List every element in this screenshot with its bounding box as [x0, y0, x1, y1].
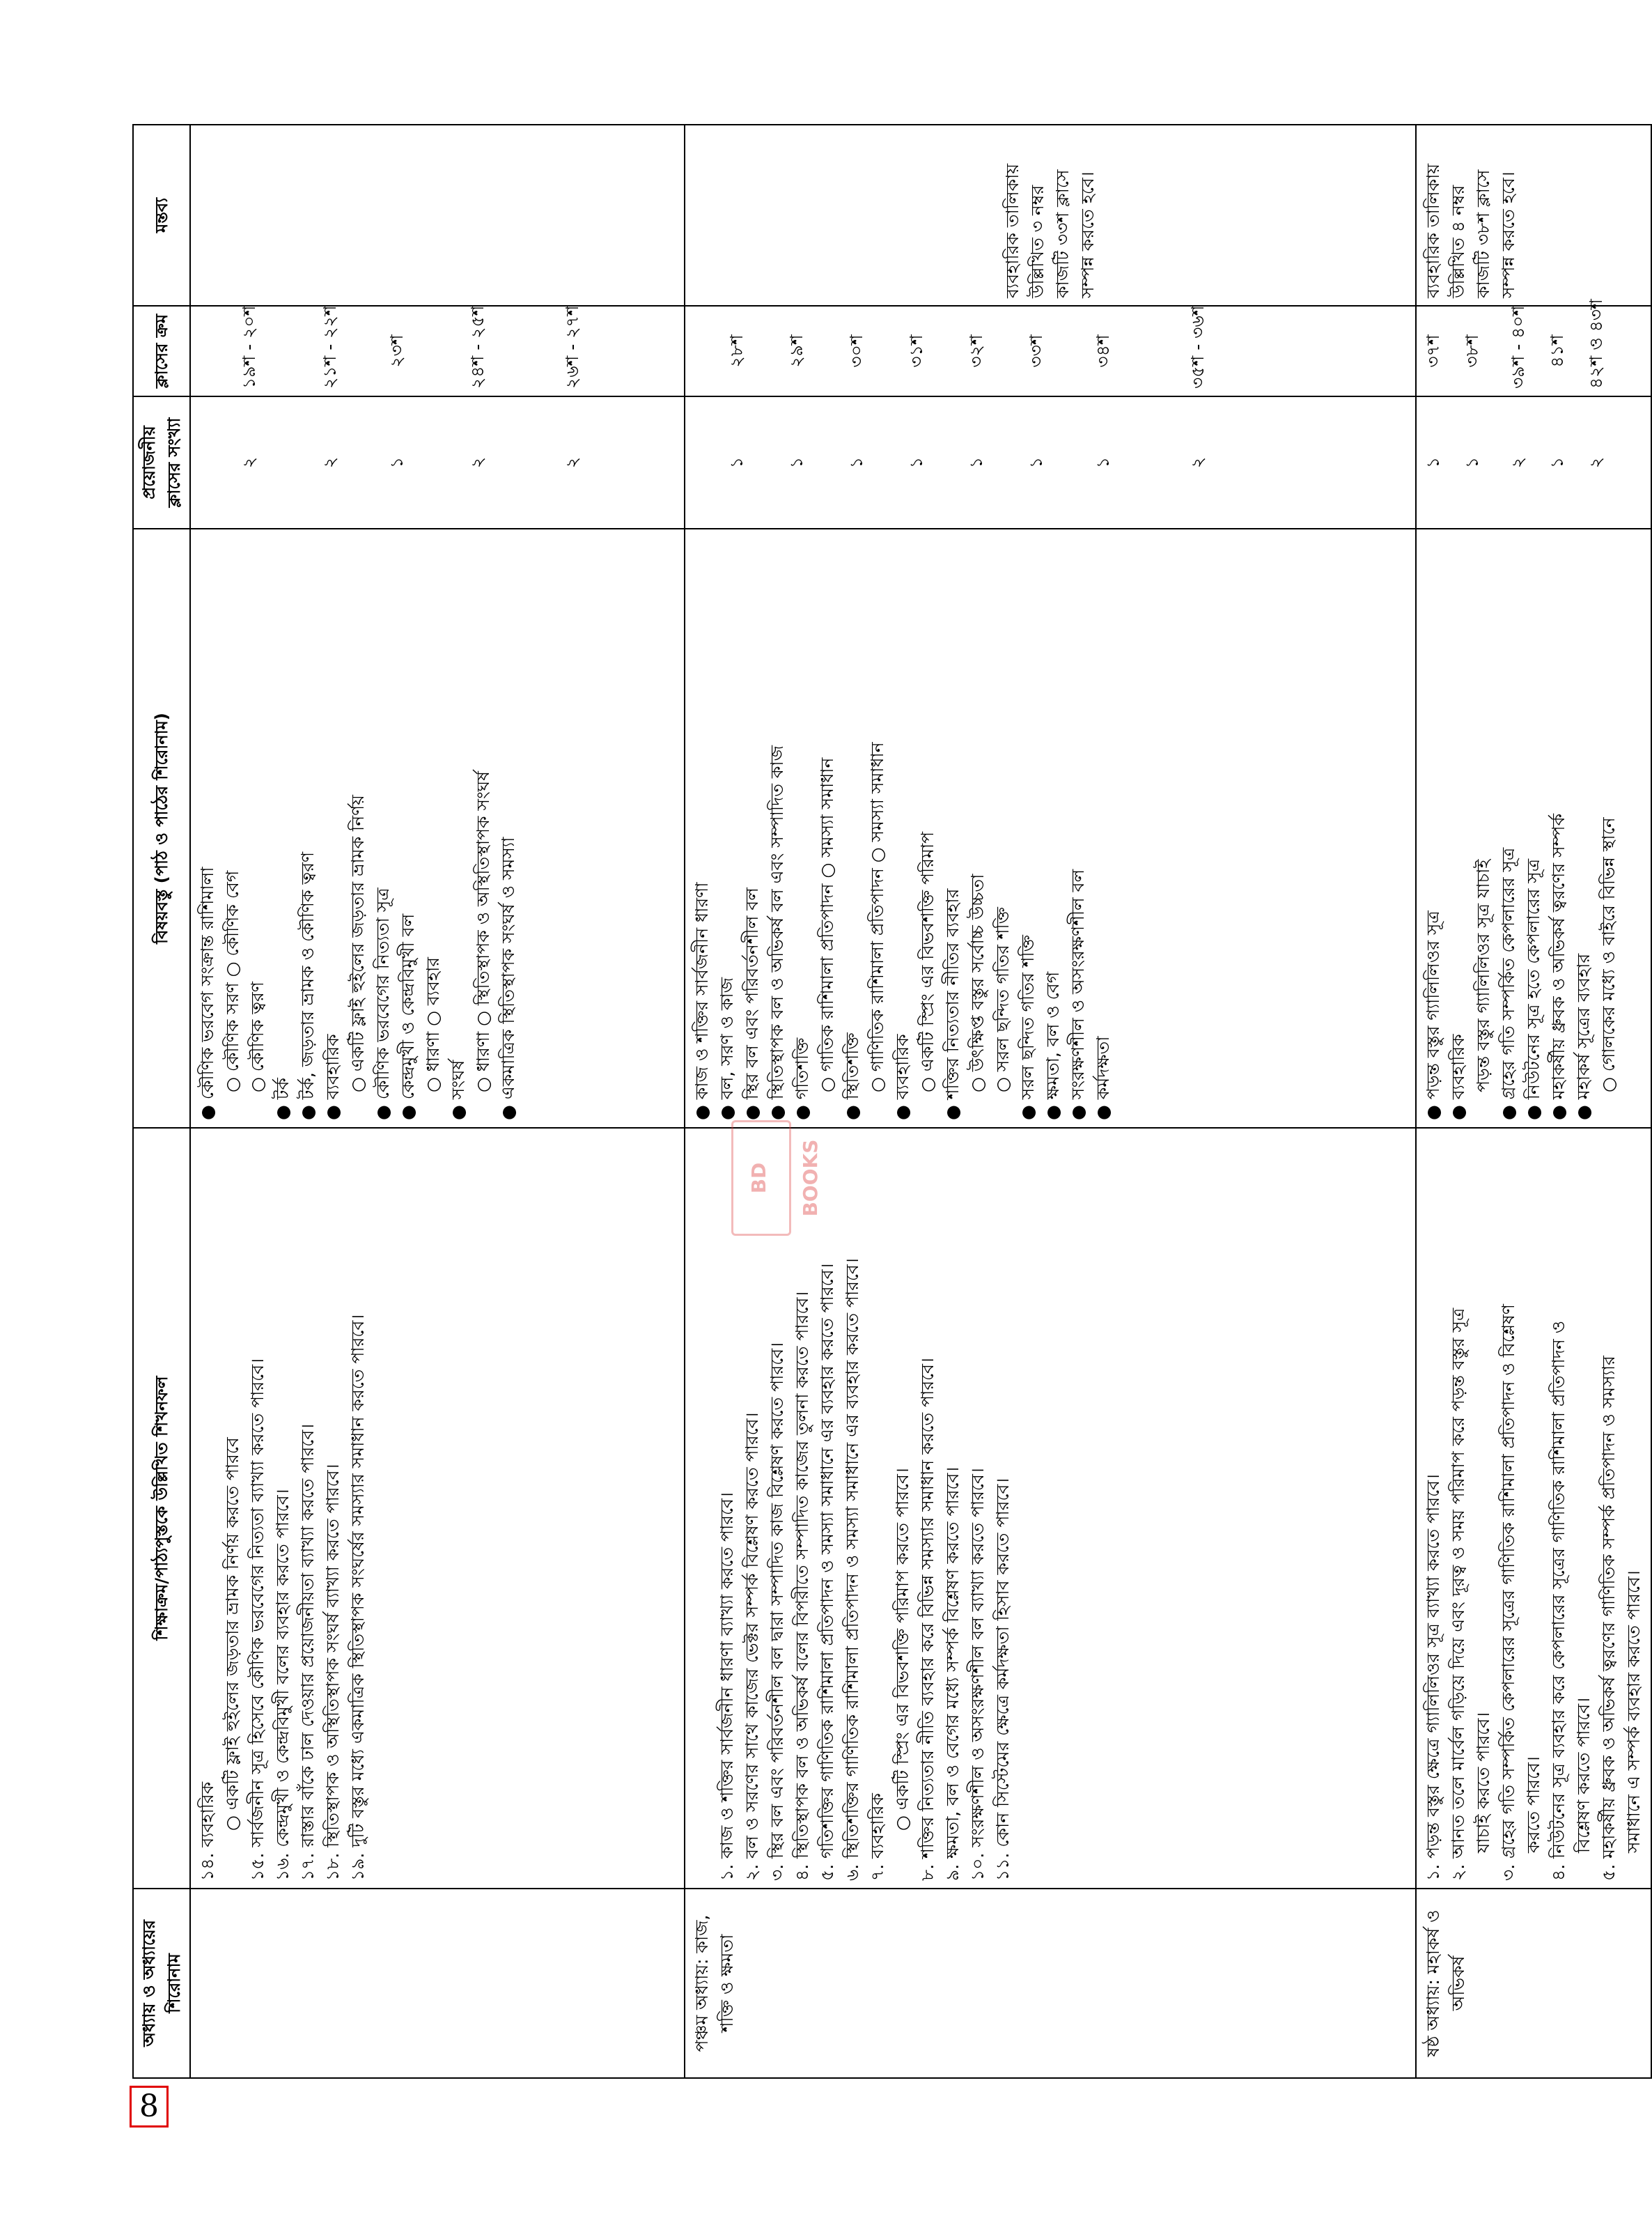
outcome-item: ২. বল ও সরণের সাথে কাজের ভেক্টর সম্পর্ক বিশ্লেষণ করতে পারবে।	[742, 1412, 762, 1881]
content-item: ● ব্যবহারিক	[892, 1034, 912, 1120]
rotated-table-frame	[132, 125, 1644, 2079]
outcome-item: ১. কাজ ও শক্তির সার্বজনীন ধারণা ব্যাখ্যা করতে পারবে।	[717, 1492, 737, 1881]
classes-needed-cell	[190, 396, 685, 529]
header-content: বিষয়বস্তু (পাঠ ও পাঠের শিরোনাম)	[133, 529, 190, 1128]
content-item: ● গতিশক্তি	[792, 1037, 812, 1120]
content-item: ○ ধারণা ○ ব্যবহার	[423, 956, 443, 1092]
table-row	[1416, 125, 1651, 2078]
content-item: ○ একটি স্প্রিং এর বিভবশক্তি পরিমাপ	[917, 831, 937, 1092]
content-item: ○ কৌণিক সরণ ○ কৌণিক বেগ	[222, 870, 242, 1092]
lesson-plan-table	[132, 124, 1652, 2079]
content-item: ● ব্যবহারিক	[1448, 1034, 1468, 1120]
outcomes-cell	[1416, 1128, 1651, 1889]
outcomes-cell	[190, 1128, 685, 1889]
outcome-item: ১৭. রাস্তার বাঁকে ঢাল দেওয়ার প্রয়োজনীয়তা ব্যাখ্যা করতে পারবে।	[297, 1423, 318, 1881]
class-order-value: ৪২শ ও ৪৩শ	[1586, 299, 1606, 389]
class-order-value: ৪১শ	[1547, 334, 1567, 368]
remarks-cell	[685, 125, 1416, 306]
table-header-row	[133, 125, 190, 2078]
content-item: ● বল, সরণ ও কাজ	[717, 977, 737, 1120]
class-order-value: ৩৮শ	[1462, 334, 1482, 368]
header-remarks: মন্তব্য	[133, 125, 190, 306]
classes-needed-value: ১	[786, 456, 806, 469]
remarks-cell	[1416, 125, 1651, 306]
content-item: ● সংঘর্ষ	[448, 1060, 468, 1120]
table-row	[685, 125, 1416, 2078]
outcome-item: ৮. শক্তির নিত্যতার নীতি ব্যবহার করে বিভিন্ন সমস্যার সমাধান করতে পারবে।	[917, 1358, 937, 1881]
outcome-item: বিশ্লেষণ করতে পারবে।	[1573, 1697, 1593, 1853]
page-number: 8	[130, 2086, 169, 2128]
content-item: ● স্থিতিস্থাপক বল ও অভিকর্ষ বল এবং সম্পাদিত কাজ	[767, 745, 787, 1120]
content-item: ○ কৌণিক ত্বরণ	[247, 982, 267, 1092]
content-item: ● শক্তির নিত্যতার নীতির ব্যবহার	[942, 888, 963, 1120]
class-order-value: ১৯শ - ২০শ	[239, 305, 259, 389]
content-item: ○ একটি ফ্লাই হুইলের জড়তার ভ্রামক নির্ণয়	[348, 795, 368, 1092]
remarks-text: ব্যবহারিক তালিকায় উল্লিখিত ৩ নম্বর কাজটি ৩৩শ ক্লাসে সম্পন্ন করতে হবে।	[1002, 163, 1098, 298]
classes-needed-value: ১	[846, 456, 866, 469]
content-item: ● পড়ন্ত বস্তুর গ্যালিলিওর সূত্র	[1423, 910, 1443, 1120]
content-item: ● টর্ক	[272, 1078, 293, 1120]
class-order-value: ৩৭শ	[1423, 334, 1443, 368]
outcome-item: ১. পড়ন্ত বস্তুর ক্ষেত্রে গ্যালিলিওর সূত্র ব্যাখ্যা করতে পারবে।	[1423, 1474, 1443, 1881]
header-chapter: অধ্যায় ও অধ্যায়ের শিরোনাম	[133, 1889, 190, 2078]
outcome-item: করতে পারবে।	[1523, 1756, 1543, 1853]
outcomes-cell	[685, 1128, 1416, 1889]
content-item: ● সংরক্ষণশীল ও অসংরক্ষণশীল বল	[1068, 869, 1088, 1120]
content-cell	[685, 529, 1416, 1128]
table-row	[190, 125, 685, 2078]
outcome-item: ○ একটি ফ্লাই হুইলের জড়তার ভ্রামক নির্ণয় করতে পারবে	[222, 1437, 242, 1831]
class-order-value: ৩২শ	[966, 334, 986, 368]
outcome-item: ১৯. দুটি বস্তুর মধ্যে একমাত্রিক স্থিতিস্থাপক সংঘর্ষের সমস্যার সমাধান করতে পারবে।	[348, 1314, 368, 1881]
classes-needed-value: ২	[239, 456, 259, 469]
content-cell	[1416, 529, 1651, 1128]
content-item: ● সরল ছন্দিত গতির শক্তি	[1018, 935, 1038, 1120]
chapter-cell	[190, 1889, 685, 2078]
chapter-title: ষষ্ঠ অধ্যায়: মহাকর্ষ ও অভিকর্ষ	[1423, 1909, 1468, 2057]
content-item: পড়ন্ত বস্তুর গ্যালিলিওর সূত্র যাচাই	[1473, 859, 1493, 1092]
classes-needed-value: ১	[387, 456, 407, 469]
classes-needed-value: ১	[1026, 456, 1046, 469]
remarks-text: ব্যবহারিক তালিকায় উল্লিখিত ৪ নম্বর কাজটি ৩৮শ ক্লাসে সম্পন্ন করতে হবে।	[1423, 163, 1518, 298]
outcome-item: ৫. গতিশক্তির গাণিতিক রাশিমালা প্রতিপাদন ও সমস্যা সমাধানে এর ব্যবহার করতে পারবে।	[817, 1263, 837, 1881]
content-item: ● ব্যবহারিক	[322, 1034, 343, 1120]
content-item: ○ সরল ছন্দিত গতির শক্তি	[992, 907, 1013, 1092]
classes-needed-value: ১	[726, 456, 747, 469]
header-classes-needed: প্রয়োজনীয় ক্লাসের সংখ্যা	[133, 396, 190, 529]
classes-needed-value: ২	[1586, 456, 1606, 469]
classes-needed-cell	[685, 396, 1416, 529]
outcome-item: ৩. স্থির বল এবং পরিবর্তনশীল বল দ্বারা সম্পাদিত কাজ বিশ্লেষণ করতে পারবে।	[767, 1342, 787, 1881]
class-order-value: ২৮শ	[726, 334, 747, 368]
class-order-value: ২৯শ	[786, 334, 806, 368]
classes-needed-value: ২	[562, 456, 582, 469]
class-order-cell	[1416, 299, 1651, 396]
classes-needed-value: ১	[966, 456, 986, 469]
classes-needed-cell	[1416, 396, 1651, 529]
classes-needed-value: ১	[906, 456, 926, 469]
classes-needed-value: ২	[1187, 456, 1208, 469]
class-order-value: ৩০শ	[846, 334, 866, 368]
outcome-item: ○ একটি স্প্রিং এর বিভবশক্তি পরিমাপ করতে পারবে।	[892, 1468, 912, 1831]
content-item: ● কাজ ও শক্তির সার্বজনীন ধারণা	[692, 882, 712, 1120]
class-order-value: ২৬শ - ২৭শ	[562, 305, 582, 389]
classes-needed-value: ২	[320, 456, 340, 469]
outcome-item: ৯. ক্ষমতা, বল ও বেগের মধ্যে সম্পর্ক বিশ্লেষণ করতে পারবে।	[942, 1466, 963, 1881]
content-item: ● মহাকর্ষীয় ধ্রুবক ও অভিকর্ষ ত্বরণের সম্পর্ক	[1548, 813, 1568, 1120]
content-item: ● ক্ষমতা, বল ও বেগ	[1043, 971, 1063, 1120]
content-item: ● কর্মদক্ষতা	[1093, 1036, 1113, 1120]
outcome-item: ২. আনত তলে মার্বেল গড়িয়ে দিয়ে এবং দূরত্ব ও সময় পরিমাপ করে পড়ন্ত বস্তুর সূত্র	[1448, 1308, 1468, 1881]
outcome-item: ৪. স্থিতিস্থাপক বল ও অভিকর্ষ বলের বিপরীতে সম্পাদিত কাজের তুলনা করতে পারবে।	[792, 1291, 812, 1881]
class-order-cell	[685, 306, 1416, 396]
outcome-item: ১১. কোন সিস্টেমের ক্ষেত্রে কর্মদক্ষতা হিসাব করতে পারবে।	[992, 1478, 1013, 1881]
outcome-item: ১৫. সার্বজনীন সূত্র হিসেবে কৌণিক ভরবেগের নিত্যতা ব্যাখ্যা করতে পারবে।	[247, 1358, 267, 1881]
content-item: ○ উৎক্ষিপ্ত বস্তুর সর্বোচ্চ উচ্চতা	[967, 874, 988, 1092]
outcome-item: ৬. স্থিতিশক্তির গাণিতিক রাশিমালা প্রতিপাদন ও সমস্যা সমাধানে এর ব্যবহার করতে পারবে।	[842, 1258, 862, 1881]
class-order-value: ২৩শ	[387, 334, 407, 368]
header-outcomes: শিক্ষাক্রম/পাঠ্যপুস্তকে উল্লিখিত শিখনফল	[133, 1128, 190, 1889]
outcome-item: সমাধানে এ সম্পর্ক ব্যবহার করতে পারবে।	[1623, 1570, 1644, 1853]
header-class-order: ক্লাসের ক্রম	[133, 306, 190, 396]
outcome-item: ১০. সংরক্ষণশীল ও অসংরক্ষণশীল বল ব্যাখ্যা করতে পারবে।	[967, 1468, 988, 1881]
content-item: ● কৌণিক ভরবেগের নিত্যতা সূত্র	[373, 888, 393, 1120]
classes-needed-value: ২	[1508, 456, 1528, 469]
content-item: ○ গাতিক রাশিমালা প্রতিপাদন ○ সমস্যা সমাধান	[817, 757, 837, 1092]
content-item: ○ গোলকের মধ্যে ও বাইরে বিভিন্ন স্থানে	[1598, 817, 1619, 1092]
class-order-value: ৩৫শ - ৩৬শ	[1187, 305, 1208, 389]
class-order-cell	[190, 306, 685, 396]
chapter-cell	[1416, 1889, 1651, 2078]
content-item: ● মহাকর্ষ সূত্রের ব্যবহার	[1573, 953, 1593, 1120]
content-item: ○ গাণিতিক রাশিমালা প্রতিপাদন ○ সমস্যা সমাধান	[867, 742, 887, 1092]
content-item: ○ ধারণা ○ স্থিতিস্থাপক ও অস্থিতিস্থাপক সংঘর্ষ	[473, 771, 493, 1092]
content-item: ● নিউটনের সূত্র হতে কেপলারের সূত্র	[1523, 858, 1543, 1120]
class-order-value: ৩৪শ	[1093, 334, 1113, 368]
class-order-value: ৩৯শ - ৪০শ	[1508, 305, 1528, 389]
outcome-item: ৪. নিউটনের সূত্র ব্যবহার করে কেপলারের সূত্রের গাণিতিক রাশিমালা প্রতিপাদন ও	[1548, 1320, 1568, 1881]
rotated-table-content	[132, 125, 1644, 2079]
classes-needed-value: ১	[1093, 456, 1113, 469]
outcome-item: যাচাই করতে পারবে।	[1473, 1712, 1493, 1853]
content-item: ● স্থিতিশক্তি	[842, 1032, 862, 1120]
class-order-value: ২৪শ - ২৫শ	[467, 305, 488, 389]
outcome-item: ১৪. ব্যবহারিক	[197, 1781, 217, 1881]
outcome-item: ৫. মহাকর্ষীয় ধ্রুবক ও অভিকর্ষ ত্বরণের গাণিতিক সম্পর্ক প্রতিপাদন ও সমস্যার	[1598, 1356, 1619, 1881]
content-item: ● গ্রহের গতি সম্পর্কিত কেপলারের সূত্র	[1498, 847, 1518, 1120]
class-order-value: ২১শ - ২২শ	[320, 305, 340, 389]
outcome-item: ১৬. কেন্দ্রমুখী ও কেন্দ্রবিমুখী বলের ব্যবহার করতে পারবে।	[272, 1489, 293, 1881]
content-item: ● কৌণিক ভরবেগ সংক্রান্ত রাশিমালা	[197, 867, 217, 1120]
class-order-value: ৩৩শ	[1026, 334, 1046, 368]
remarks-cell	[190, 125, 685, 306]
class-order-value: ৩১শ	[906, 334, 926, 368]
chapter-title: পঞ্চম অধ্যায়: কাজ, শক্তি ও ক্ষমতা	[692, 1914, 737, 2052]
watermark-logo: BD BOOKS	[731, 1120, 791, 1236]
content-item: ● কেন্দ্রমুখী ও কেন্দ্রবিমুখী বল	[398, 913, 418, 1120]
content-item: ● টর্ক, জড়তার ভ্রামক ও কৌণিক ত্বরণ	[297, 851, 318, 1120]
outcome-item: ১৮. স্থিতিস্থাপক ও অস্থিতিস্থাপক সংঘর্ষ ব্যাখ্যা করতে পারবে।	[322, 1464, 343, 1881]
content-item: ● স্থির বল এবং পরিবর্তনশীল বল	[742, 888, 762, 1120]
classes-needed-value: ১	[1547, 456, 1567, 469]
classes-needed-value: ২	[467, 456, 488, 469]
content-item: ● একমাত্রিক স্থিতিস্থাপক সংঘর্ষ ও সমস্যা	[498, 837, 518, 1120]
classes-needed-value: ১	[1423, 456, 1443, 469]
outcome-item: ৭. ব্যবহারিক	[867, 1792, 887, 1881]
outcome-item: ৩. গ্রহের গতি সম্পর্কিত কেপলারের সূত্রের গাণিতিক রাশিমালা প্রতিপাদন ও বিশ্লেষণ	[1498, 1303, 1518, 1881]
chapter-cell	[685, 1889, 1416, 2078]
classes-needed-value: ১	[1462, 456, 1482, 469]
content-cell	[190, 529, 685, 1128]
